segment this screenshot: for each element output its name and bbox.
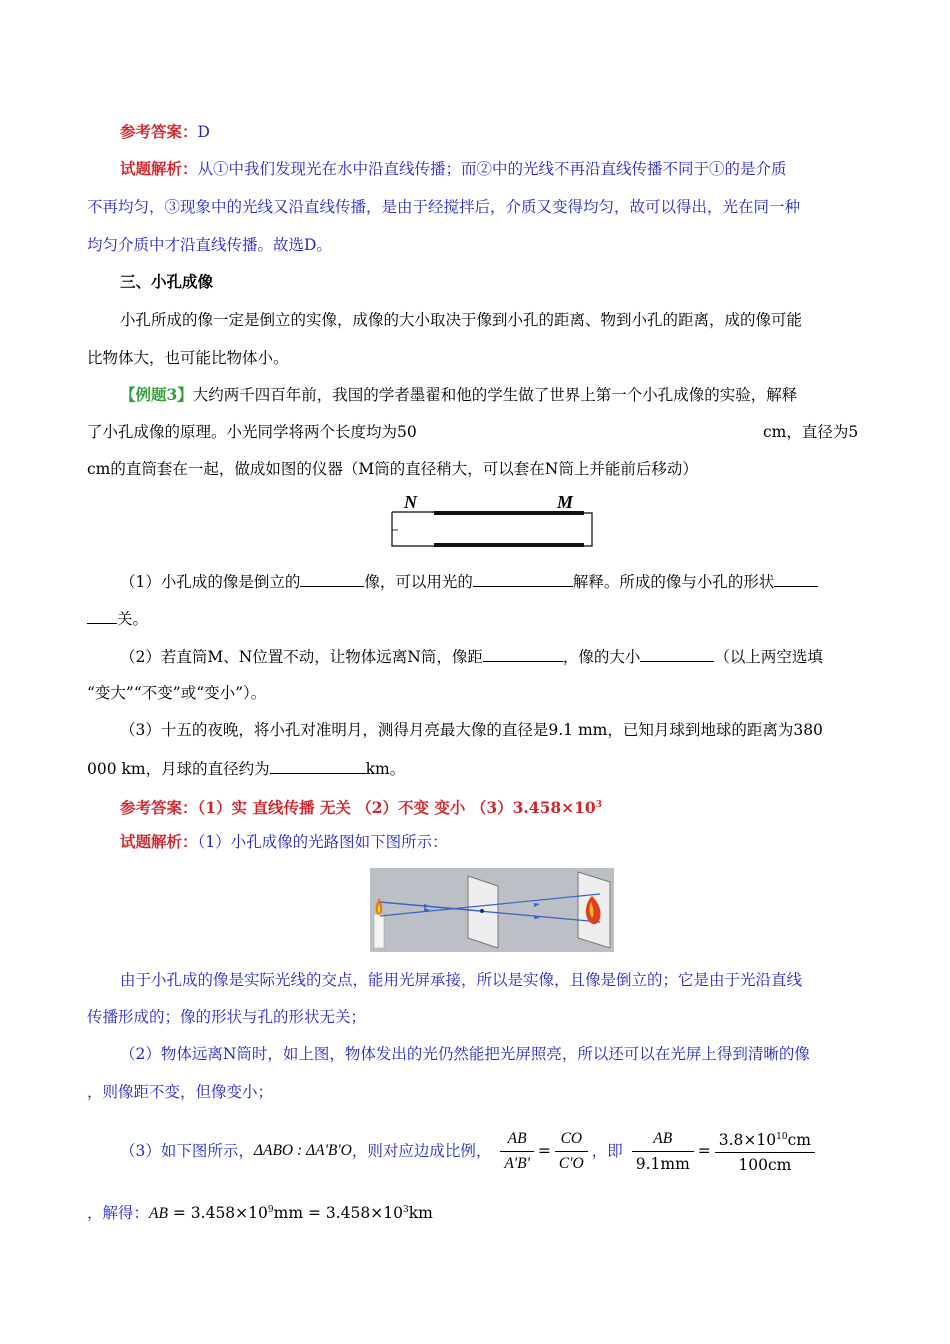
section-para-line-2: 比物体大，也可能比物体小。	[87, 349, 289, 367]
tube-label-m: M	[557, 492, 574, 512]
blank-6	[270, 757, 366, 774]
analysis3-para1-line-2: 传播形成的；像的形状与孔的形状无关；	[87, 1008, 367, 1026]
example-text: 大约两千四百年前，我国的学者墨翟和他的学生做了世界上第一个小孔成像的实验，解释	[192, 386, 798, 404]
example-tag: 【例题3】	[120, 385, 193, 404]
fraction-ab-over-a1b1: $\frac{AB}{A'B'}$	[500, 1127, 534, 1176]
tube-m-bottom	[434, 543, 584, 547]
fraction-co-over-c1o: $\frac{CO}{C'O}$	[555, 1127, 588, 1176]
section-heading: 三、小孔成像	[120, 272, 214, 291]
fraction-distance: $\frac{3.8\times 10^{10}cm}{100cm}$	[715, 1125, 815, 1177]
question-3-line-2: 000 km，月球的直径约为 km。	[87, 757, 405, 780]
answer3-value: （1）实 直线传播 无关 （2）不变 变小 （3）3.458×10	[197, 798, 596, 818]
analysis-line-1	[120, 158, 787, 180]
analysis3-line-1: 试题解析：（1）小孔成像的光路图如下图所示：	[120, 832, 448, 851]
pinhole	[480, 909, 484, 913]
analysis-line-2: 不再均匀，③现象中的光线又沿直线传播，是由于经搅拌后，介质又变得均匀，故可以得出，光在同一种	[87, 198, 801, 216]
analysis3-result-line: ，解得：AB = $3.458\times 10^9mm = 3.458\times 10^3km$	[87, 1204, 433, 1223]
pinhole-diagram	[370, 868, 614, 952]
answer-line-3	[120, 794, 602, 819]
similar-triangles: ΔABO : ΔA'B'O	[253, 1142, 352, 1159]
candle-icon	[374, 914, 384, 948]
question-1-line-2: 关。	[87, 607, 148, 630]
answer-value: D	[197, 123, 210, 141]
analysis3-para2-line-1: （2）物体远离N筒时，如上图，物体发出的光仍然能把光屏照亮，所以还可以在光屏上得到清晰的像	[120, 1045, 810, 1063]
question-1-line-1: （1）小孔成的像是倒立的 像，可以用光的 解释。所成的像与小孔的形状	[120, 570, 818, 593]
analysis-line-3: 均匀介质中才沿直线传播。故选D。	[87, 236, 332, 254]
tube-figure	[384, 490, 596, 556]
analysis3-para2-line-2: ，则像距不变，但像变小；	[87, 1083, 274, 1101]
blank-1	[300, 570, 364, 587]
question-2-line-1: （2）若直筒M、N位置不动，让物体远离N筒，像距 ，像的大小 （以上两空选填	[120, 645, 823, 668]
answer-line-1	[120, 121, 210, 143]
section-para-line-1: 小孔所成的像一定是倒立的实像，成像的大小取决于像到小孔的距离、物到小孔的距离，成的像可能	[120, 311, 803, 329]
blank-3a	[774, 570, 818, 587]
example-line-2b: cm，直径为5	[763, 423, 859, 441]
blank-3b	[87, 607, 117, 624]
example-line-1	[120, 384, 797, 406]
example-line-2a: 了小孔成像的原理。小光同学将两个长度均为50	[87, 423, 417, 441]
analysis3-formula-line: （3）如下图所示，ΔABO : ΔA'B'O，则对应边成比例， $\frac{AB}{A'B'}$ = $\frac{CO}{C'O}$ ，即 $\frac{AB}{9.1mm}$ = $\frac{3.8\times 10^{10}cm}{100cm}$	[120, 1124, 819, 1176]
question-2-line-2: “变大”“不变”或“变小”）。	[87, 684, 267, 702]
analysis3-label: 试题解析：	[120, 832, 198, 851]
question-3-line-1: （3）十五的夜晚，将小孔对准明月，测得月亮最大像的直径是9.1 mm，已知月球到地球的距离为380	[120, 721, 823, 739]
fraction-ab-over-9-1mm: $\frac{AB}{9.1mm}$	[632, 1127, 694, 1176]
blank-4	[483, 645, 563, 662]
tube-label-n: N	[404, 492, 417, 512]
result-ab: AB	[149, 1205, 168, 1223]
example-line-3: cm的直筒套在一起，做成如图的仪器（M筒的直径稍大，可以套在N筒上并能前后移动）	[87, 460, 698, 478]
analysis3-para1-line-1: 由于小孔成的像是实际光线的交点，能用光屏承接，所以是实像，且像是倒立的；它是由于光沿直线	[120, 971, 803, 989]
answer3-label: 参考答案：	[120, 798, 198, 818]
blank-2	[473, 570, 573, 587]
blank-5	[640, 645, 714, 662]
answer-label: 参考答案：	[120, 122, 198, 141]
analysis-text: 从①中我们发现光在水中沿直线传播；而②中的光线不再沿直线传播不同于①的是介质	[197, 160, 787, 178]
analysis-label: 试题解析：	[120, 159, 198, 178]
answer3-sup: 3	[595, 800, 602, 810]
